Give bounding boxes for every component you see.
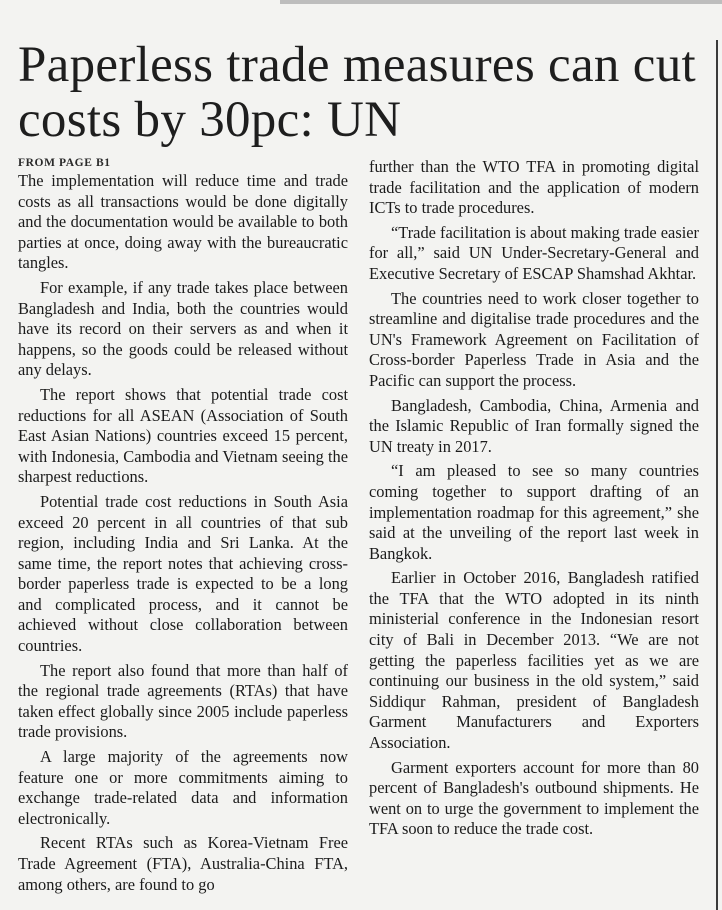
column-rule (716, 40, 718, 910)
dateline: FROM PAGE B1 (18, 157, 111, 169)
paragraph: Earlier in October 2016, Bangladesh ratified the TFA that the WTO adopted in its ninth ministerial conference in the Indonesian resort city of Bali in December 2013. “We are not getting the paperless facilities yet as we are continuing our business in the old system,” said Siddiqur Rahman, president of Bangladesh Garment Manufacturers and Exporters Association. (369, 568, 699, 753)
paragraph: The countries need to work closer together to streamline and digitalise trade procedures and the UN's Framework Agreement on Facilitation of Cross-border Paperless Trade in Asia and the Pacific can support the process. (369, 288, 699, 390)
paragraph: For example, if any trade takes place between Bangladesh and India, both the countries would have its record on their servers as and when it happens, so the goods could be released without any delays. (18, 277, 348, 380)
paragraph: Bangladesh, Cambodia, China, Armenia and the Islamic Republic of Iran formally signed the UN treaty in 2017. (369, 395, 699, 456)
paragraph: A large majority of the agreements now feature one or more commitments aiming to exchange trade-related data and information electronically. (18, 747, 348, 828)
top-rule (280, 0, 722, 4)
paragraph: Potential trade cost reductions in South Asia exceed 20 percent in all countries of that sub region, including India and Sri Lanka. At the same time, the report notes that achieving cross-border paperless trade is expected to be a long and complicated process, and it cannot be achieved without close collaboration between countries. (18, 491, 348, 656)
paragraph: The report shows that potential trade cost reductions for all ASEAN (Association of South East Asian Nations) countries exceed 15 percent, with Indonesia, Cambodia and Vietnam seeing the sharpest reductions. (18, 384, 348, 487)
paragraph: Recent RTAs such as Korea-Vietnam Free Trade Agreement (FTA), Australia-China FTA, among others, are found to go (18, 833, 348, 894)
article-left-column (18, 156, 348, 899)
paragraph: Garment exporters account for more than 80 percent of Bangladesh's outbound shipments. He went on to urge the government to implement the TFA soon to reduce the trade cost. (369, 757, 699, 839)
paragraph: The report also found that more than half of the regional trade agreements (RTAs) that have taken effect globally since 2005 include paperless trade provisions. (18, 660, 348, 742)
paragraph: “I am pleased to see so many countries coming together to support drafting of an implementation roadmap for this agreement,” she said at the unveiling of the report last week in Bangkok. (369, 461, 699, 563)
article-right-column (369, 157, 699, 844)
paragraph: “Trade facilitation is about making trade easier for all,” said UN Under-Secretary-General and Executive Secretary of ESCAP Shamshad Akhtar. (369, 222, 699, 283)
article-headline: Paperless trade measures can cut costs by 30pc: UN (18, 37, 696, 148)
paragraph: The implementation will reduce time and trade costs as all transactions would be done digitally and the documentation would be available to both parties at once, doing away with the bureaucratic tangles. (18, 171, 348, 273)
paragraph: further than the WTO TFA in promoting digital trade facilitation and the application of modern ICTs to trade procedures. (369, 157, 699, 218)
